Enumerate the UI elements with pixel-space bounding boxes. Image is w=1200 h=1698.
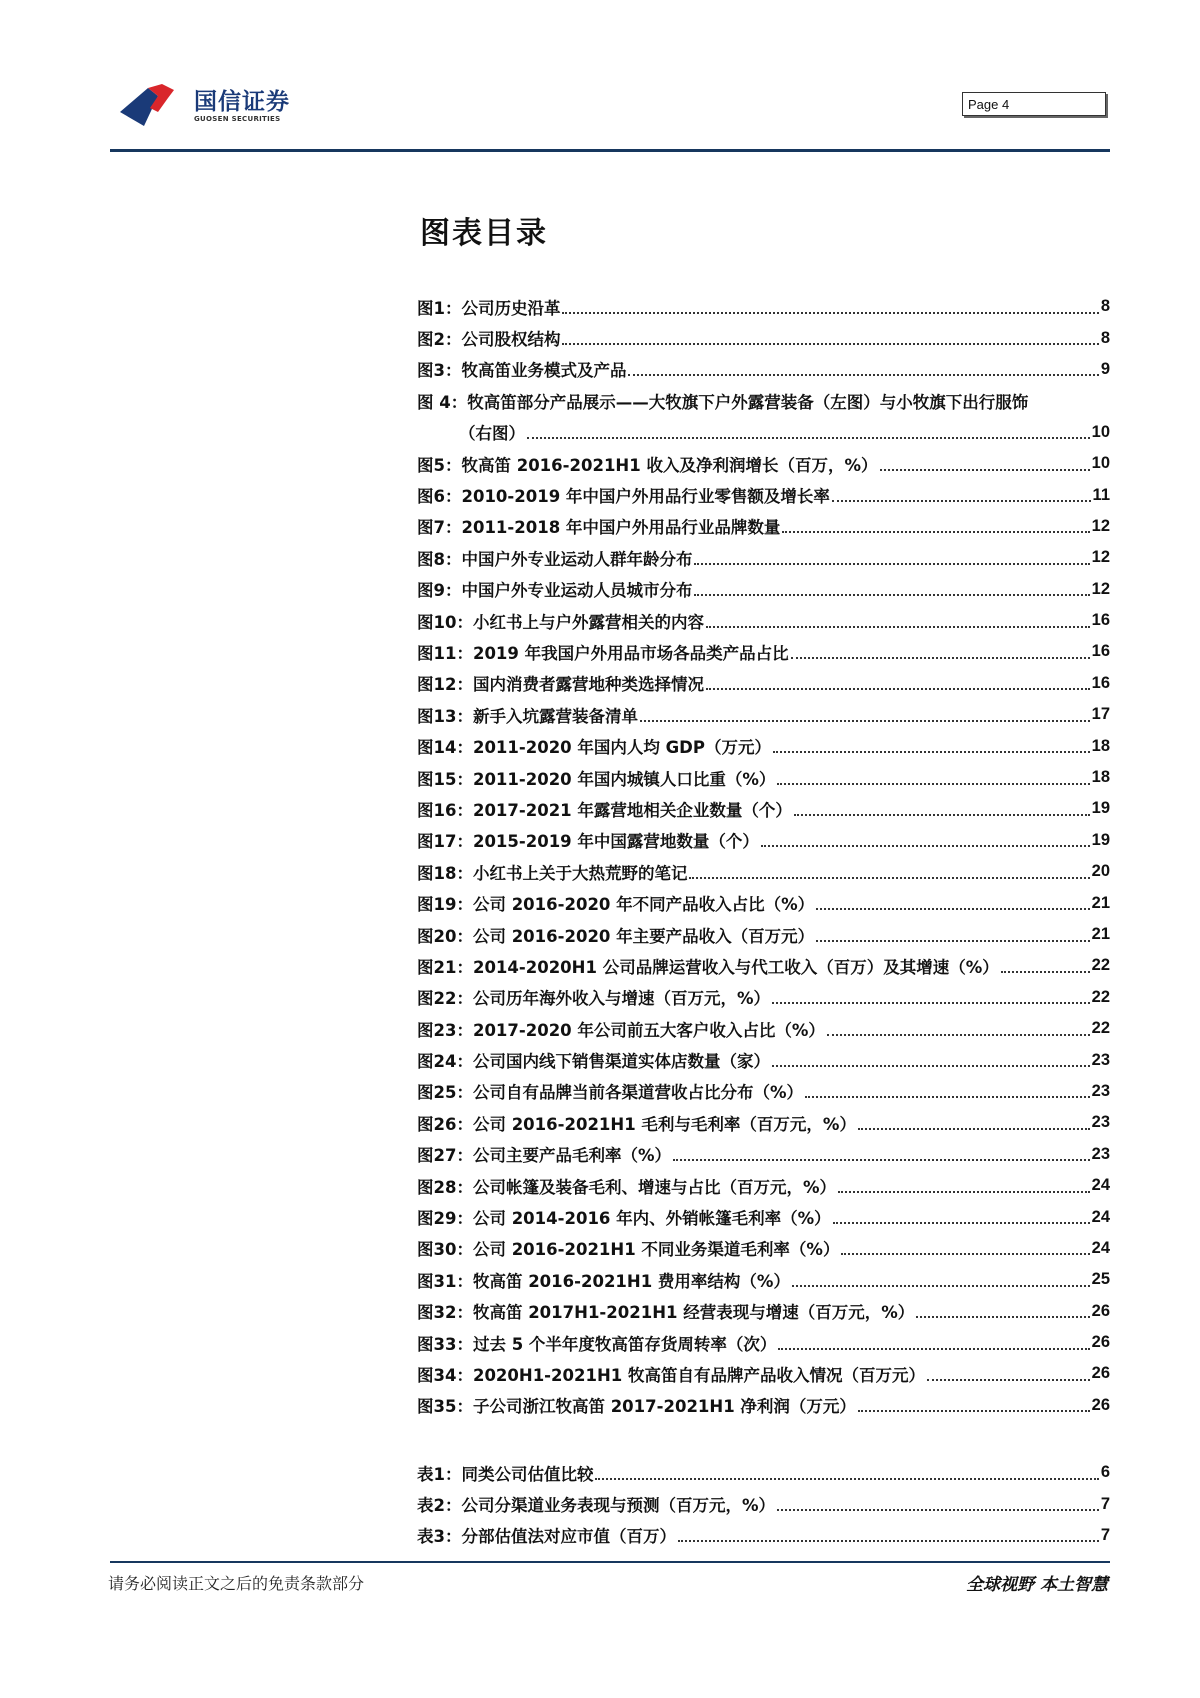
toc-entry-label: 图18：小红书上关于大热荒野的笔记	[417, 863, 688, 883]
toc-entry-label: 图20：公司 2016-2020 年主要产品收入（百万元）	[417, 926, 815, 946]
toc-entry-label: 图15：2011-2020 年国内城镇人口比重（%）	[417, 769, 776, 789]
toc-entry-page: 6	[1100, 1463, 1110, 1482]
logo-chinese-name: 国信证券	[194, 89, 290, 115]
toc-entry[interactable]	[417, 982, 1110, 1013]
toc-entry-page: 10	[1091, 454, 1110, 473]
toc-entry[interactable]	[417, 291, 1110, 322]
toc-entry-page: 26	[1091, 1395, 1110, 1414]
toc-entry-page: 18	[1091, 768, 1110, 787]
toc-entry[interactable]	[417, 1233, 1110, 1264]
toc-entry-page: 23	[1091, 1113, 1110, 1132]
toc-entry-label: 图14：2011-2020 年国内人均 GDP（万元）	[417, 738, 771, 758]
toc-entry-page: 22	[1091, 1019, 1110, 1038]
toc-entry-label: 表1：同类公司估值比较	[417, 1464, 594, 1484]
toc-entry-page: 23	[1091, 1144, 1110, 1163]
toc-entry-label: （右图）	[459, 424, 525, 444]
dot-leader	[916, 1316, 1089, 1318]
toc-entry-label: 图10：小红书上与户外露营相关的内容	[417, 612, 704, 632]
dot-leader	[694, 594, 1089, 596]
toc-entry[interactable]	[417, 825, 1110, 856]
toc-entry-page: 25	[1091, 1270, 1110, 1289]
toc-entry[interactable]	[417, 699, 1110, 730]
dot-leader	[595, 1478, 1098, 1480]
dot-leader	[772, 1065, 1090, 1067]
dot-leader	[927, 1379, 1090, 1381]
toc-entry-label: 图17：2015-2019 年中国露营地数量（个）	[417, 832, 759, 852]
toc-entry-page: 16	[1091, 642, 1110, 661]
dot-leader	[706, 626, 1090, 628]
dot-leader	[706, 688, 1090, 690]
dot-leader	[689, 877, 1089, 879]
toc-entry-page: 12	[1091, 548, 1110, 567]
dot-leader	[773, 751, 1090, 753]
toc-entry-label: 图24：公司国内线下销售渠道实体店数量（家）	[417, 1052, 770, 1072]
toc-entry-label: 图30：公司 2016-2021H1 不同业务渠道毛利率（%）	[417, 1240, 840, 1260]
toc-entry[interactable]	[417, 1264, 1110, 1295]
toc-entry[interactable]	[417, 919, 1110, 950]
toc-entry[interactable]	[417, 1107, 1110, 1138]
toc-entry[interactable]	[417, 1457, 1110, 1488]
toc-entry-page: 18	[1091, 736, 1110, 755]
dot-leader	[562, 312, 1098, 314]
toc-entry-label: 图1：公司历史沿革	[417, 298, 561, 318]
toc-entry-label: 图35：子公司浙江牧高笛 2017-2021H1 净利润（万元）	[417, 1397, 856, 1417]
toc-entry-label: 图8：中国户外专业运动人群年龄分布	[417, 549, 693, 569]
toc-entry-label: 图22：公司历年海外收入与增速（百万元，%）	[417, 989, 770, 1009]
toc-entry[interactable]	[417, 1327, 1110, 1358]
toc-entry[interactable]	[417, 1201, 1110, 1232]
toc-entry-label: 图19：公司 2016-2020 年不同产品收入占比（%）	[417, 895, 815, 915]
dot-leader	[772, 1002, 1090, 1004]
toc-entry-page: 12	[1091, 516, 1110, 535]
toc-entry-label: 图33：过去 5 个半年度牧高笛存货周转率（次）	[417, 1334, 777, 1354]
dot-leader	[777, 783, 1089, 785]
toc-entry-label: 图3：牧高笛业务模式及产品	[417, 361, 627, 381]
dot-leader	[673, 1159, 1090, 1161]
dot-leader	[838, 1191, 1090, 1193]
toc-entry[interactable]	[417, 730, 1110, 761]
logo-mark-icon	[118, 82, 188, 130]
toc-entry[interactable]	[417, 1139, 1110, 1170]
toc-entry-page: 20	[1091, 862, 1110, 881]
toc-entry-page: 21	[1091, 925, 1110, 943]
toc-entry[interactable]	[417, 511, 1110, 542]
dot-leader	[678, 1540, 1099, 1542]
toc-entry-page: 9	[1100, 359, 1110, 378]
dot-leader	[816, 940, 1089, 942]
toc-entry-page: 19	[1091, 799, 1110, 818]
toc-entry-page: 26	[1091, 1301, 1110, 1320]
toc-entry-label: 图25：公司自有品牌当前各渠道营收占比分布（%）	[417, 1083, 803, 1103]
toc-entry-label: 图27：公司主要产品毛利率（%）	[417, 1146, 671, 1166]
toc-entry[interactable]	[417, 385, 1110, 416]
toc-entry-label: 图7：2011-2018 年中国户外用品行业品牌数量	[417, 518, 781, 538]
toc-entry[interactable]	[417, 856, 1110, 887]
toc-entry-page: 17	[1091, 705, 1110, 724]
dot-leader	[841, 1253, 1089, 1255]
header-divider	[110, 149, 1110, 152]
toc-entry[interactable]	[417, 1076, 1110, 1107]
dot-leader	[791, 657, 1090, 659]
figure-list	[417, 291, 1110, 1421]
toc-entry-page: 24	[1091, 1207, 1110, 1226]
toc-entry[interactable]	[417, 1520, 1110, 1551]
toc-entry-page: 23	[1091, 1081, 1110, 1100]
toc-entry-page: 21	[1091, 893, 1110, 912]
dot-leader	[778, 1348, 1089, 1350]
toc-entry-page: 8	[1100, 328, 1110, 347]
toc-entry-page: 24	[1091, 1238, 1110, 1257]
toc-entry-label: 图 4：牧高笛部分产品展示——大牧旗下户外露营装备（左图）与小牧旗下出行服饰	[417, 392, 1029, 412]
toc-entry-label: 图21：2014-2020H1 公司品牌运营收入与代工收入（百万）及其增速（%）	[417, 957, 999, 977]
dot-leader	[858, 1128, 1090, 1130]
dot-leader	[858, 1410, 1090, 1412]
toc-entry[interactable]	[417, 1044, 1110, 1075]
toc-entry-page: 7	[1100, 1525, 1110, 1544]
toc-entry-page: 26	[1091, 1364, 1110, 1383]
toc-entry-page: 16	[1091, 611, 1110, 630]
toc-entry-page: 22	[1091, 987, 1110, 1006]
toc-entry[interactable]	[417, 1170, 1110, 1201]
toc-entry-label: 图5：牧高笛 2016-2021H1 收入及净利润增长（百万，%）	[417, 455, 878, 475]
toc-entry[interactable]	[417, 479, 1110, 510]
toc-entry-label: 图29：公司 2014-2016 年内、外销帐篷毛利率（%）	[417, 1209, 831, 1229]
toc-entry[interactable]	[417, 636, 1110, 667]
toc-entry-page: 16	[1091, 673, 1110, 692]
dot-leader	[761, 845, 1090, 847]
toc-entry[interactable]	[417, 448, 1110, 479]
table-list	[417, 1457, 1110, 1551]
dot-leader	[640, 720, 1090, 722]
toc-entry[interactable]	[417, 1013, 1110, 1044]
dot-leader	[880, 469, 1090, 471]
toc-entry[interactable]	[417, 605, 1110, 636]
toc-entry-label: 图9：中国户外专业运动人员城市分布	[417, 581, 693, 601]
dot-leader	[827, 1034, 1090, 1036]
toc-entry-label: 图23：2017-2020 年公司前五大客户收入占比（%）	[417, 1020, 825, 1040]
toc-entry[interactable]	[417, 887, 1110, 918]
toc-entry-label: 图16：2017-2021 年露营地相关企业数量（个）	[417, 800, 792, 820]
dot-leader	[1001, 971, 1090, 973]
dot-leader	[832, 500, 1091, 502]
toc-entry-label: 图31：牧高笛 2016-2021H1 费用率结构（%）	[417, 1271, 790, 1291]
dot-leader	[792, 1285, 1090, 1287]
toc-entry-label: 图12：国内消费者露营地种类选择情况	[417, 675, 704, 695]
toc-entry-page: 24	[1091, 1176, 1110, 1195]
dot-leader	[562, 343, 1098, 345]
toc-entry[interactable]	[417, 1390, 1110, 1421]
guosen-logo	[118, 82, 290, 130]
dot-leader	[782, 531, 1089, 533]
toc-entry[interactable]	[417, 354, 1110, 385]
toc-entry-label: 图32：牧高笛 2017H1-2021H1 经营表现与增速（百万元，%）	[417, 1303, 915, 1323]
toc-entry-label: 图26：公司 2016-2021H1 毛利与毛利率（百万元，%）	[417, 1114, 856, 1134]
footer-slogan: 全球视野 本土智慧	[966, 1575, 1108, 1595]
toc-entry-page: 10	[1091, 422, 1110, 441]
toc-entry-label: 图2：公司股权结构	[417, 330, 561, 350]
dot-leader	[833, 1222, 1090, 1224]
toc-entry-page: 26	[1091, 1333, 1110, 1352]
dot-leader	[777, 1509, 1099, 1511]
toc-entry[interactable]	[417, 1296, 1110, 1327]
toc-entry-label: 表3：分部估值法对应市值（百万）	[417, 1527, 676, 1547]
toc-entry-page: 11	[1092, 485, 1110, 504]
toc-entry[interactable]	[417, 417, 1110, 448]
footer-disclaimer: 请务必阅读正文之后的免责条款部分	[108, 1574, 365, 1593]
toc-entry[interactable]	[417, 793, 1110, 824]
toc-entry-page: 7	[1100, 1494, 1110, 1513]
toc-entry-label: 图34：2020H1-2021H1 牧高笛自有品牌产品收入情况（百万元）	[417, 1365, 925, 1385]
toc-entry-label: 图6：2010-2019 年中国户外用品行业零售额及增长率	[417, 487, 830, 507]
dot-leader	[816, 908, 1089, 910]
logo-english-name: GUOSEN SECURITIES	[194, 115, 281, 123]
toc-entry[interactable]	[417, 1488, 1110, 1519]
page-title: 图表目录	[420, 216, 548, 251]
toc-entry-page: 19	[1091, 830, 1110, 849]
toc-entry[interactable]	[417, 1358, 1110, 1389]
toc-entry-label: 图28：公司帐篷及装备毛利、增速与占比（百万元，%）	[417, 1177, 836, 1197]
toc-entry[interactable]	[417, 574, 1110, 605]
dot-leader	[805, 1096, 1090, 1098]
toc-entry-page: 22	[1091, 956, 1110, 975]
toc-entry-page: 23	[1091, 1050, 1110, 1069]
footer-divider	[110, 1561, 1110, 1563]
toc-entry-label: 图11：2019 年我国户外用品市场各品类产品占比	[417, 643, 789, 663]
toc-entry[interactable]	[417, 668, 1110, 699]
dot-leader	[794, 814, 1090, 816]
toc-entry-page: 8	[1100, 297, 1110, 316]
toc-entry[interactable]	[417, 950, 1110, 981]
toc-entry-label: 图13：新手入坑露营装备清单	[417, 706, 638, 726]
dot-leader	[628, 374, 1098, 376]
toc-entry[interactable]	[417, 542, 1110, 573]
toc-entry-page: 12	[1091, 579, 1110, 598]
dot-leader	[694, 563, 1089, 565]
toc-entry[interactable]	[417, 322, 1110, 353]
dot-leader	[527, 437, 1090, 439]
toc-entry-label: 表2：公司分渠道业务表现与预测（百万元，%）	[417, 1496, 776, 1516]
page-number-box: Page 4	[962, 92, 1106, 116]
toc-entry[interactable]	[417, 762, 1110, 793]
